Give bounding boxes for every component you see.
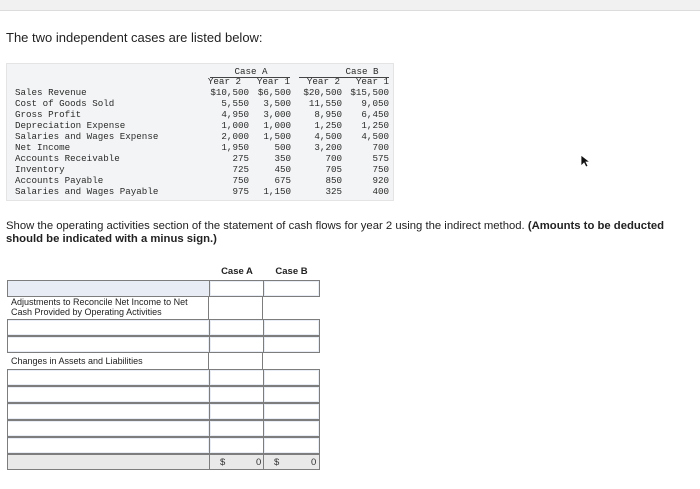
case-a-header: Case A: [234, 66, 268, 77]
row-value: 1,150: [263, 186, 291, 197]
case-b-total: 0: [311, 457, 317, 468]
row-label: Gross Profit: [15, 109, 82, 120]
intro-text: The two independent cases are listed below:: [6, 30, 263, 45]
row-value: $20,500: [303, 87, 342, 98]
row-value: 750: [372, 164, 389, 175]
instruction-bold: (Amounts to be deducted should be indicated with a minus sign.): [6, 220, 665, 245]
case-b-input[interactable]: [265, 338, 318, 351]
case-a-input[interactable]: [211, 405, 263, 418]
row-value: 750: [232, 175, 249, 186]
adjustment-label-input[interactable]: [8, 338, 208, 351]
instruction-text: [6, 220, 696, 246]
case-b-input[interactable]: [265, 388, 318, 401]
case-a-input[interactable]: [211, 388, 263, 401]
input-row: [7, 280, 320, 297]
answer-table: [7, 262, 320, 470]
row-value: 1,250: [361, 120, 389, 131]
year-header: Year 1: [256, 76, 290, 87]
case-a-input[interactable]: [211, 338, 263, 351]
adjustments-row: [7, 297, 320, 319]
case-b-dollar: $: [274, 457, 280, 468]
case-b-input[interactable]: [265, 321, 318, 334]
row-value: 850: [325, 175, 342, 186]
row-value: 3,000: [263, 109, 291, 120]
row-value: 8,950: [314, 109, 342, 120]
case-b-input[interactable]: [265, 405, 318, 418]
row-value: $6,500: [257, 87, 291, 98]
row-value: 2,000: [221, 131, 249, 142]
row-value: 1,000: [263, 120, 291, 131]
input-row: [7, 420, 320, 437]
row-label: Salaries and Wages Payable: [15, 186, 159, 197]
row-value: 1,950: [221, 142, 249, 153]
input-row: [7, 319, 320, 336]
row-value: 700: [325, 153, 342, 164]
input-row: [7, 403, 320, 420]
change-label-input[interactable]: [8, 388, 208, 401]
case-b-input[interactable]: [265, 422, 318, 435]
input-row: [7, 386, 320, 403]
row-value: 5,550: [221, 98, 249, 109]
row-value: 4,500: [361, 131, 389, 142]
input-row: [7, 336, 320, 353]
case-data-table: [6, 63, 394, 201]
change-label-input[interactable]: [8, 422, 208, 435]
case-a-input[interactable]: [211, 282, 263, 295]
col-case-b: Case B: [275, 266, 308, 277]
case-b-input[interactable]: [265, 371, 318, 384]
row-value: 3,500: [263, 98, 291, 109]
row-value: 1,250: [314, 120, 342, 131]
year-header: Year 2: [207, 76, 241, 87]
row-value: 575: [372, 153, 389, 164]
row-value: 705: [325, 164, 342, 175]
change-label-input[interactable]: [8, 371, 208, 384]
input-row: [7, 369, 320, 386]
case-a-total: 0: [256, 457, 262, 468]
row-value: 11,550: [308, 98, 342, 109]
row-value: 1,500: [263, 131, 291, 142]
row-label: Net Income: [15, 142, 71, 153]
instruction-main: Show the operating activities section of the statement of cash flows for year 2 using the indirect method.: [6, 220, 528, 232]
row-value: 975: [232, 186, 249, 197]
row-value: 450: [274, 164, 291, 175]
row-value: 3,200: [314, 142, 342, 153]
row-value: 4,950: [221, 109, 249, 120]
row-label: Accounts Receivable: [15, 153, 120, 164]
case-b-header: Case B: [345, 66, 379, 77]
row-label: Cost of Goods Sold: [15, 98, 115, 109]
case-b-input[interactable]: [265, 439, 318, 452]
top-bar: [0, 0, 700, 11]
row-value: $10,500: [210, 87, 249, 98]
row-value: 400: [372, 186, 389, 197]
case-a-input[interactable]: [211, 422, 263, 435]
case-a-input[interactable]: [211, 371, 263, 384]
year-header: Year 2: [306, 76, 340, 87]
change-label-input[interactable]: [8, 405, 208, 418]
row-value: 725: [232, 164, 249, 175]
row-value: 9,050: [361, 98, 389, 109]
row-value: 350: [274, 153, 291, 164]
header-row: [7, 262, 320, 280]
case-a-input[interactable]: [211, 439, 263, 452]
row-value: 1,000: [221, 120, 249, 131]
row-value: 325: [325, 186, 342, 197]
row-label: Inventory: [15, 164, 65, 175]
row-value: 920: [372, 175, 389, 186]
row-value: $15,500: [350, 87, 389, 98]
row-value: 675: [274, 175, 291, 186]
row-value: 500: [274, 142, 291, 153]
row-label: Accounts Payable: [15, 175, 104, 186]
row-value: 6,450: [361, 109, 389, 120]
row-label: Sales Revenue: [15, 87, 87, 98]
adjustment-label-input[interactable]: [8, 321, 208, 334]
case-a-dollar: $: [220, 457, 226, 468]
row-value: 4,500: [314, 131, 342, 142]
adjustments-label: Adjustments to Reconcile Net Income to Net Cash Provided by Operating Activities: [11, 297, 188, 317]
case-a-input[interactable]: [211, 321, 263, 334]
year-header: Year 1: [355, 76, 389, 87]
row-value: 700: [372, 142, 389, 153]
changes-row: [7, 353, 320, 369]
case-b-input[interactable]: [265, 282, 318, 295]
row-label: Depreciation Expense: [15, 120, 126, 131]
total-row: [7, 454, 320, 470]
mouse-cursor-icon: [580, 154, 592, 168]
changes-label: Changes in Assets and Liabilities: [11, 356, 143, 366]
change-label-input[interactable]: [8, 439, 208, 452]
input-row: [7, 437, 320, 454]
row-value: 275: [232, 153, 249, 164]
col-case-a: Case A: [221, 266, 253, 277]
row-label: Salaries and Wages Expense: [15, 131, 159, 142]
